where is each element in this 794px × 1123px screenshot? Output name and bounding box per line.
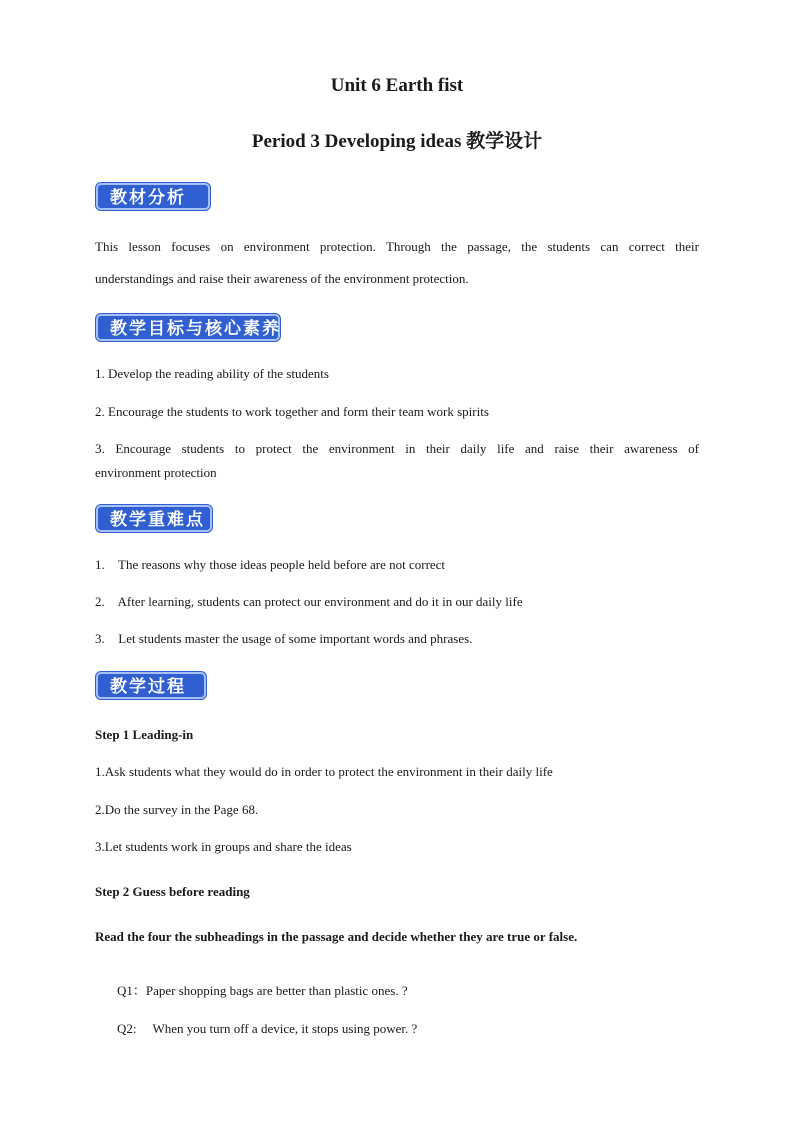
step-1-item-1: 1.Ask students what they would do in order to protect the environment in their daily life <box>95 764 553 779</box>
analysis-text-line-1: This lesson focuses on environment protection. Through the passage, the students can correct their <box>95 239 699 254</box>
analysis-text-line-2: understandings and raise their awareness of the environment protection. <box>95 271 469 286</box>
document-title: Unit 6 Earth fist <box>330 75 464 96</box>
key-point-item <box>95 594 699 610</box>
section-heading-objectives: 教学目标与核心素养 <box>96 314 280 341</box>
key-point-text: Let students master the usage of some important words and phrases. <box>118 631 473 646</box>
key-point-item <box>95 631 699 647</box>
step-1-item-2: 2.Do the survey in the Page 68. <box>95 802 259 817</box>
key-point-text: The reasons why those ideas people held before are not correct <box>118 557 446 572</box>
question-1: Q1：Paper shopping bags are better than plastic ones. ? <box>117 983 408 998</box>
key-point-number: 2. <box>95 594 105 609</box>
section-heading-process: 教学过程 <box>96 672 206 699</box>
question-2: Q2: When you turn off a device, it stops using power. ? <box>117 1021 418 1036</box>
objective-item-1: 1. Develop the reading ability of the students <box>95 366 329 381</box>
objective-item-3-line-1: 3. Encourage students to protect the environment in their daily life and raise their awareness of <box>95 441 699 456</box>
section-heading-analysis: 教材分析 <box>96 183 210 210</box>
step-2-title: Step 2 Guess before reading <box>95 884 250 899</box>
objective-item-3-line-2: environment protection <box>95 465 217 480</box>
document-subtitle: Period 3 Developing ideas 教学设计 <box>251 131 543 152</box>
step-1-title: Step 1 Leading-in <box>95 727 194 742</box>
key-point-item <box>95 557 699 573</box>
step-1-item-3: 3.Let students work in groups and share the ideas <box>95 839 352 854</box>
objective-item-2: 2. Encourage the students to work together and form their team work spirits <box>95 404 489 419</box>
key-point-number: 3. <box>95 631 105 646</box>
key-point-text: After learning, students can protect our environment and do it in our daily life <box>117 594 523 609</box>
key-point-number: 1. <box>95 557 105 572</box>
step-2-instruction: Read the four the subheadings in the passage and decide whether they are true or false. <box>95 929 578 944</box>
section-heading-key-points: 教学重难点 <box>96 505 212 532</box>
